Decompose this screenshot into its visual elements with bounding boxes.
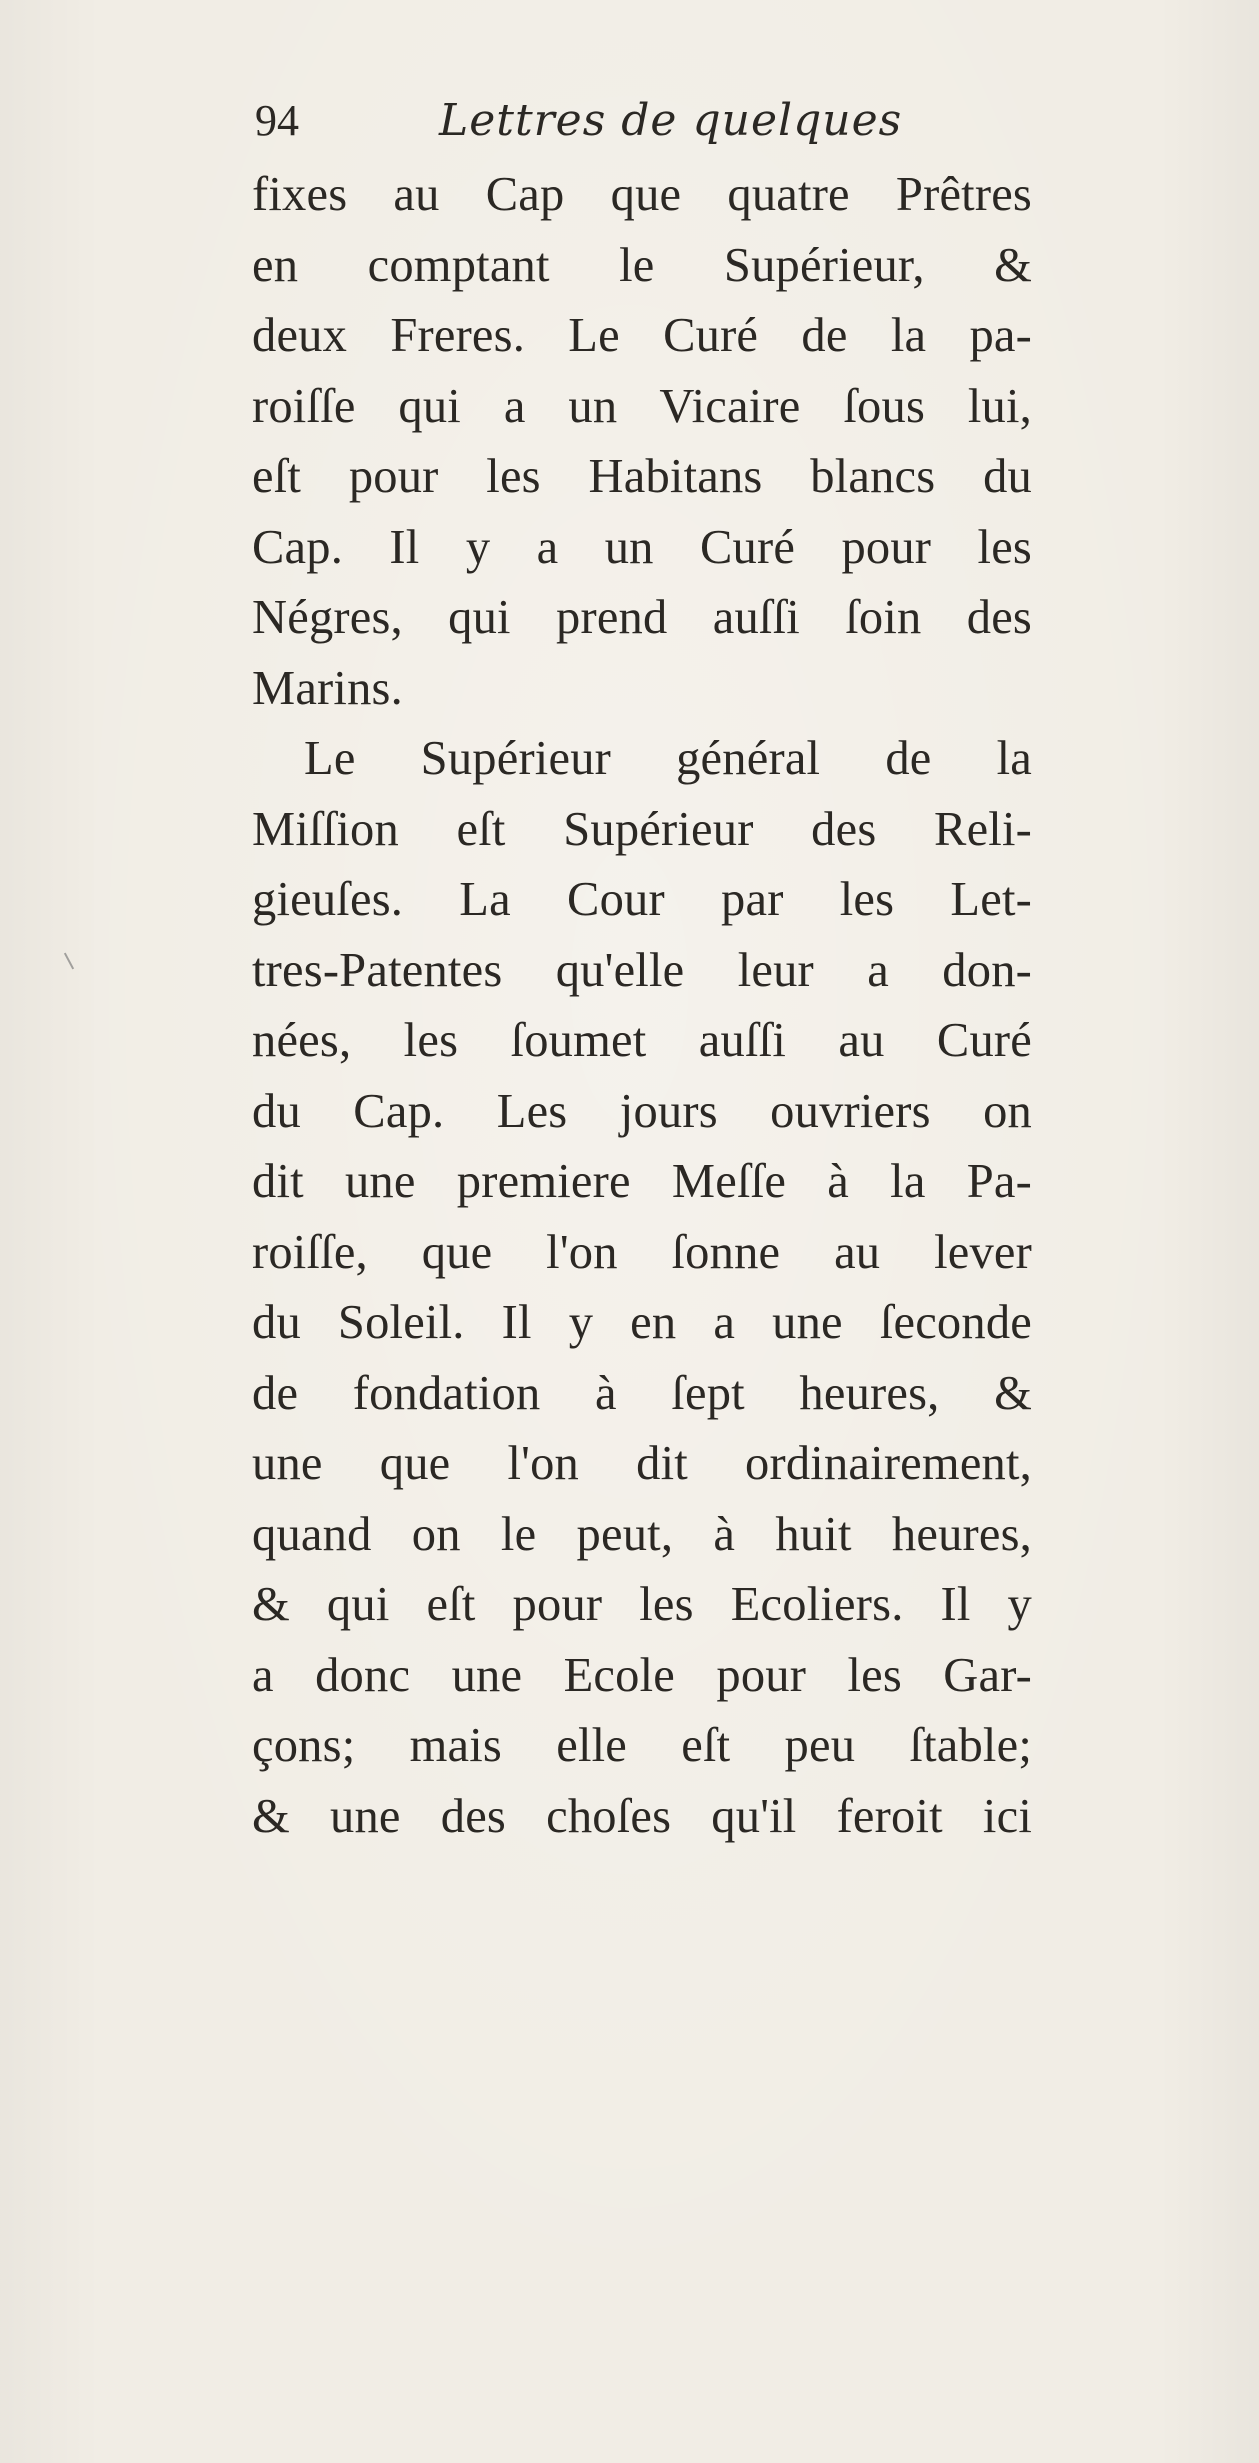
text-line-17: du Soleil. Il y en a une ſeconde	[252, 1296, 1032, 1349]
text-line-18: de fondation à ſept heures, &	[252, 1366, 1032, 1420]
text-line-15: dit une premiere Meſſe à la Pa-	[252, 1155, 1032, 1208]
stray-ink-mark	[64, 953, 74, 970]
text-line-1: fixes au Cap que quatre Prêtres	[252, 168, 1032, 221]
running-title: Lettres de quelques	[439, 95, 903, 146]
text-line-21: & qui eſt pour les Ecoliers. Il y	[252, 1578, 1032, 1631]
text-line-16: roiſſe, que l'on ſonne au lever	[252, 1225, 1032, 1279]
text-line-3: deux Freres. Le Curé de la pa-	[252, 309, 1032, 362]
text-line-10: Miſſion eſt Supérieur des Reli-	[252, 802, 1032, 856]
text-line-8: Marins.	[252, 661, 403, 715]
text-line-20: quand on le peut, à huit heures,	[252, 1507, 1032, 1561]
text-line-24: & une des choſes qu'il feroit ici	[252, 1789, 1032, 1843]
text-line-13: nées, les ſoumet auſſi au Curé	[252, 1014, 1032, 1067]
text-line-6: Cap. Il y a un Curé pour les	[252, 520, 1032, 574]
text-line-12: tres-Patentes qu'elle leur a don-	[252, 943, 1032, 997]
page-number: 94	[255, 96, 299, 145]
text-line-4: roiſſe qui a un Vicaire ſous lui,	[252, 379, 1032, 433]
body-text	[252, 160, 1032, 1852]
text-line-9: Le Supérieur général de la	[304, 732, 1032, 785]
text-line-23: çons; mais elle eſt peu ſtable;	[252, 1719, 1032, 1772]
page-header	[255, 86, 1055, 156]
text-line-14: du Cap. Les jours ouvriers on	[252, 1084, 1032, 1138]
text-line-2: en comptant le Supérieur, &	[252, 238, 1032, 292]
text-line-7: Négres, qui prend auſſi ſoin des	[252, 591, 1032, 644]
text-line-5: eſt pour les Habitans blancs du	[252, 450, 1032, 503]
text-line-22: a donc une Ecole pour les Gar-	[252, 1648, 1032, 1702]
text-line-11: gieuſes. La Cour par les Let-	[252, 873, 1032, 926]
text-line-19: une que l'on dit ordinairement,	[252, 1437, 1032, 1490]
